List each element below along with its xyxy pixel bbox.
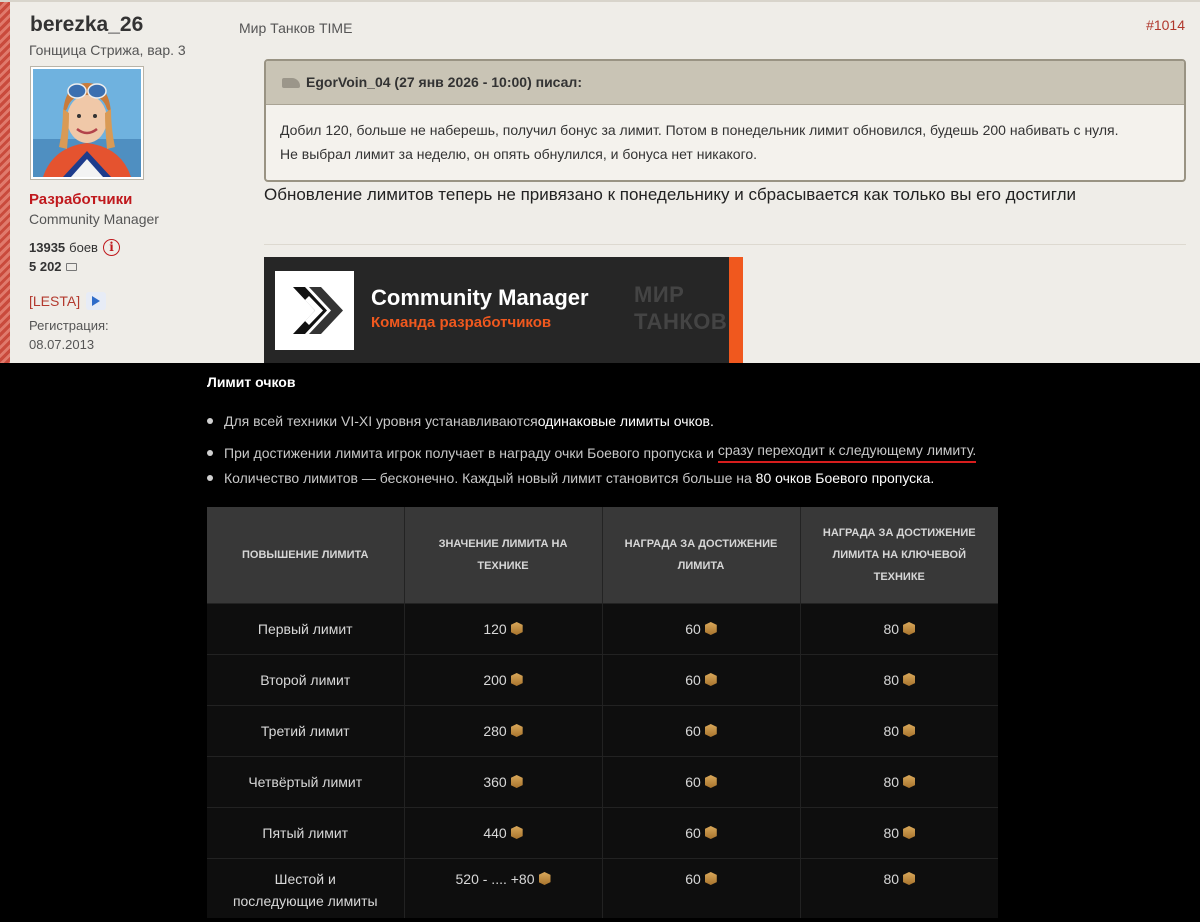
- reward-value: 60: [685, 773, 701, 790]
- info-icon[interactable]: i: [103, 239, 120, 256]
- row-name-line2: последующие лимиты: [232, 892, 378, 909]
- battles-count: 13935: [29, 240, 66, 255]
- forum-name: Мир Танков TIME: [239, 20, 353, 36]
- bullet-icon: [207, 475, 213, 481]
- quote-icon: [282, 78, 300, 88]
- key-reward-value: 80: [883, 620, 900, 637]
- row-name-line1: Шестой и: [274, 870, 336, 887]
- bullet-1-text: Для всей техники VI-XI уровня устанавливаются: [224, 413, 538, 429]
- author-username[interactable]: berezka_26: [30, 13, 144, 36]
- key-reward-value: 80: [883, 722, 900, 739]
- row-name: [207, 858, 404, 918]
- key-reward-value: 80: [883, 824, 900, 841]
- signature-stripe: [729, 257, 743, 363]
- avatar[interactable]: [30, 66, 144, 180]
- signature-banner: [264, 257, 743, 363]
- bullet-3-text: Количество лимитов — бесконечно. Каждый новый лимит становится больше на: [224, 470, 756, 486]
- limits-bullet-3: [207, 470, 934, 486]
- header-limit-step: ПОВЫШЕНИЕ ЛИМИТА: [207, 507, 404, 603]
- battle-pass-points-icon: [903, 622, 915, 635]
- forum-post: [0, 0, 1200, 363]
- battle-pass-points-icon: [903, 872, 915, 885]
- signature-brand: [634, 281, 727, 335]
- post-number-link[interactable]: #1014: [1146, 17, 1185, 33]
- quote-text-line2: Не выбрал лимит за неделю, он опять обнулился, и бонуса нет никакого.: [280, 146, 758, 162]
- registration-label: Регистрация:: [29, 318, 109, 333]
- battles-label: боев: [69, 240, 98, 255]
- limits-table: [207, 507, 998, 918]
- signature-subtitle: Команда разработчиков: [371, 314, 552, 331]
- quote-block: [264, 59, 1186, 182]
- reward-value: 60: [685, 620, 701, 637]
- limit-value: 120: [483, 620, 507, 637]
- author-role: Community Manager: [29, 211, 159, 227]
- reply-text: Обновление лимитов теперь не привязано к понедельнику и сбрасывается как только вы его достигли: [264, 185, 1077, 204]
- quote-header: [266, 61, 1184, 105]
- limits-bullet-2: [207, 442, 976, 463]
- battle-pass-points-icon: [903, 724, 915, 737]
- table-row: [207, 756, 998, 807]
- battle-pass-points-icon: [511, 622, 523, 635]
- posts-stat: [29, 259, 77, 274]
- avatar-image: [33, 69, 141, 177]
- quote-author[interactable]: EgorVoin_04 (27 янв 2026 - 10:00) писал:: [306, 74, 582, 90]
- battle-pass-points-icon: [705, 826, 717, 839]
- bullet-2-highlight: сразу переходит к следующему лимиту.: [718, 442, 976, 463]
- key-reward-value: 80: [883, 870, 900, 887]
- battle-pass-points-icon: [511, 775, 523, 788]
- battle-pass-points-icon: [903, 673, 915, 686]
- limits-title: Лимит очков: [207, 374, 296, 390]
- clan-name[interactable]: [LESTA]: [29, 293, 81, 309]
- post-side-bar: [0, 2, 10, 363]
- registration-date: 08.07.2013: [29, 337, 95, 352]
- row-name: Второй лимит: [207, 654, 404, 705]
- reward-value: 60: [685, 722, 701, 739]
- table-row: [207, 603, 998, 654]
- bullet-3-highlight: 80 очков Боевого пропуска.: [755, 470, 935, 486]
- bullet-icon: [207, 450, 213, 456]
- limit-value: 440: [483, 824, 507, 841]
- table-header-row: [207, 507, 998, 603]
- reward-value: 60: [685, 824, 701, 841]
- table-row: [207, 705, 998, 756]
- bullet-icon: [207, 418, 213, 424]
- reward-value: 60: [685, 671, 701, 688]
- table-row: [207, 858, 998, 918]
- comment-icon: [66, 263, 77, 271]
- battle-pass-points-icon: [705, 724, 717, 737]
- row-name: Третий лимит: [207, 705, 404, 756]
- battles-stat: [29, 239, 120, 256]
- limits-info-panel: [0, 363, 1200, 922]
- battle-pass-points-icon: [539, 872, 551, 885]
- row-name: Первый лимит: [207, 603, 404, 654]
- table-row: [207, 807, 998, 858]
- quote-text-line1: Добил 120, больше не наберешь, получил бонус за лимит. Потом в понедельник лимит обновился, будешь 200 набивать с нуля.: [280, 122, 1119, 138]
- battle-pass-points-icon: [705, 775, 717, 788]
- author-title: Гонщица Стрижа, вар. 3: [29, 42, 186, 58]
- header-key-reward: НАГРАДА ЗА ДОСТИЖЕНИЕ ЛИМИТА НА КЛЮЧЕВОЙ ТЕХНИКЕ: [800, 507, 998, 603]
- clan-arrow-icon[interactable]: [86, 292, 106, 310]
- clan-tag[interactable]: [29, 292, 106, 310]
- signature-brand-line2: ТАНКОВ: [634, 309, 728, 334]
- row-name: Четвёртый лимит: [207, 756, 404, 807]
- battle-pass-points-icon: [705, 622, 717, 635]
- signature-brand-line1: МИР: [634, 282, 685, 307]
- key-reward-value: 80: [883, 773, 900, 790]
- battle-pass-points-icon: [511, 724, 523, 737]
- quote-body: [266, 105, 1184, 166]
- key-reward-value: 80: [883, 671, 900, 688]
- limit-value: 200: [483, 671, 507, 688]
- chevron-logo-icon: [275, 271, 354, 350]
- bullet-2-text: При достижении лимита игрок получает в награду очки Боевого пропуска и: [224, 444, 718, 461]
- row-name: Пятый лимит: [207, 807, 404, 858]
- limits-bullet-1: [207, 413, 714, 429]
- header-limit-value: ЗНАЧЕНИЕ ЛИМИТА НА ТЕХНИКЕ: [404, 507, 602, 603]
- author-group[interactable]: Разработчики: [29, 191, 133, 208]
- battle-pass-points-icon: [511, 826, 523, 839]
- bullet-1-highlight: одинаковые лимиты очков.: [537, 413, 714, 429]
- signature-divider: [264, 244, 1186, 245]
- limit-value: 280: [483, 722, 507, 739]
- header-limit-reward: НАГРАДА ЗА ДОСТИЖЕНИЕ ЛИМИТА: [602, 507, 800, 603]
- limit-value: 360: [483, 773, 507, 790]
- battle-pass-points-icon: [903, 826, 915, 839]
- battle-pass-points-icon: [705, 673, 717, 686]
- battle-pass-points-icon: [903, 775, 915, 788]
- signature-title: Community Manager: [371, 285, 589, 310]
- battle-pass-points-icon: [705, 872, 717, 885]
- table-row: [207, 654, 998, 705]
- reward-value: 60: [685, 870, 701, 887]
- limit-value: 520 - .... +80: [455, 870, 535, 887]
- battle-pass-points-icon: [511, 673, 523, 686]
- posts-count: 5 202: [29, 259, 62, 274]
